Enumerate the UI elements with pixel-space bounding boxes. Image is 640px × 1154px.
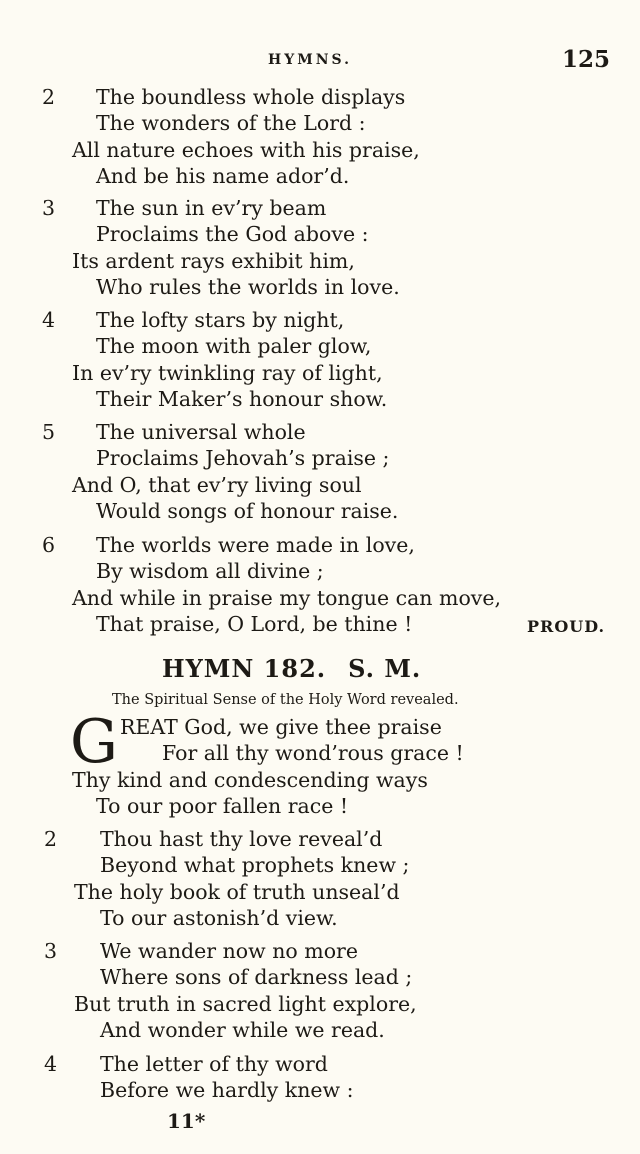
running-head xyxy=(0,46,640,74)
verse-line: For all thy wond’rous grace ! xyxy=(162,741,464,765)
verse-line: And wonder while we read. xyxy=(100,1018,385,1042)
page-number: 125 xyxy=(562,46,611,73)
verse-line: In ev’ry twinkling ray of light, xyxy=(72,361,383,385)
verse-line: We wander now no more xyxy=(100,939,358,963)
stanza-number: 4 xyxy=(44,1052,58,1076)
stanza-number: 5 xyxy=(42,420,56,444)
stanza-number: 2 xyxy=(44,827,58,851)
hymn-subtitle: The Spiritual Sense of the Holy Word revealed. xyxy=(112,692,459,708)
verse-line: The moon with paler glow, xyxy=(96,334,372,358)
verse-line: The worlds were made in love, xyxy=(96,533,415,557)
verse-line: The holy book of truth unseal’d xyxy=(74,880,400,904)
verse-line: Proclaims the God above : xyxy=(96,222,369,246)
verse-line: And be his name ador’d. xyxy=(96,164,350,188)
verse-line: Proclaims Jehovah’s praise ; xyxy=(96,446,390,470)
verse-line: Would songs of honour raise. xyxy=(96,499,399,523)
verse-line: To our astonish’d view. xyxy=(100,906,338,930)
verse-line: The lofty stars by night, xyxy=(96,308,345,332)
verse-line: Thy kind and condescending ways xyxy=(72,768,428,792)
stanza-number: 2 xyxy=(42,85,56,109)
verse-line: The sun in ev’ry beam xyxy=(96,196,327,220)
verse-line: By wisdom all divine ; xyxy=(96,559,324,583)
hymn-meter: S. M. xyxy=(348,654,422,683)
verse-line: Thou hast thy love reveal’d xyxy=(100,827,383,851)
verse-line: REAT God, we give thee praise xyxy=(120,715,442,739)
verse-line: But truth in sacred light explore, xyxy=(74,992,417,1016)
verse-line: And while in praise my tongue can move, xyxy=(72,586,502,610)
verse-line: That praise, O Lord, be thine ! xyxy=(96,612,413,636)
stanza-number: 6 xyxy=(42,533,56,557)
signature-mark: 11* xyxy=(167,1109,206,1133)
stanza-number: 3 xyxy=(42,196,56,220)
verse-line: Their Maker’s honour show. xyxy=(96,387,388,411)
verse-line: And O, that ev’ry living soul xyxy=(72,473,362,497)
hymn-heading xyxy=(162,654,421,684)
verse-line: Its ardent rays exhibit him, xyxy=(72,249,355,273)
verse-line: The universal whole xyxy=(96,420,306,444)
hymn-title: HYMN 182. xyxy=(162,654,327,683)
verse-line: The wonders of the Lord : xyxy=(96,111,366,135)
running-title: HYMNS. xyxy=(268,52,353,68)
verse-line: Who rules the worlds in love. xyxy=(96,275,400,299)
stanza-number: 4 xyxy=(42,308,56,332)
verse-line: The letter of thy word xyxy=(100,1052,328,1076)
drop-cap: G xyxy=(70,707,118,777)
verse-line: Before we hardly knew : xyxy=(100,1078,354,1102)
stanza-number: 3 xyxy=(44,939,58,963)
verse-line: Beyond what prophets knew ; xyxy=(100,853,410,877)
verse-line: To our poor fallen race ! xyxy=(96,794,349,818)
verse-line: Where sons of darkness lead ; xyxy=(100,965,413,989)
verse-line: All nature echoes with his praise, xyxy=(72,138,420,162)
verse-line: The boundless whole displays xyxy=(96,85,406,109)
hymn-author: PROUD. xyxy=(527,617,606,636)
